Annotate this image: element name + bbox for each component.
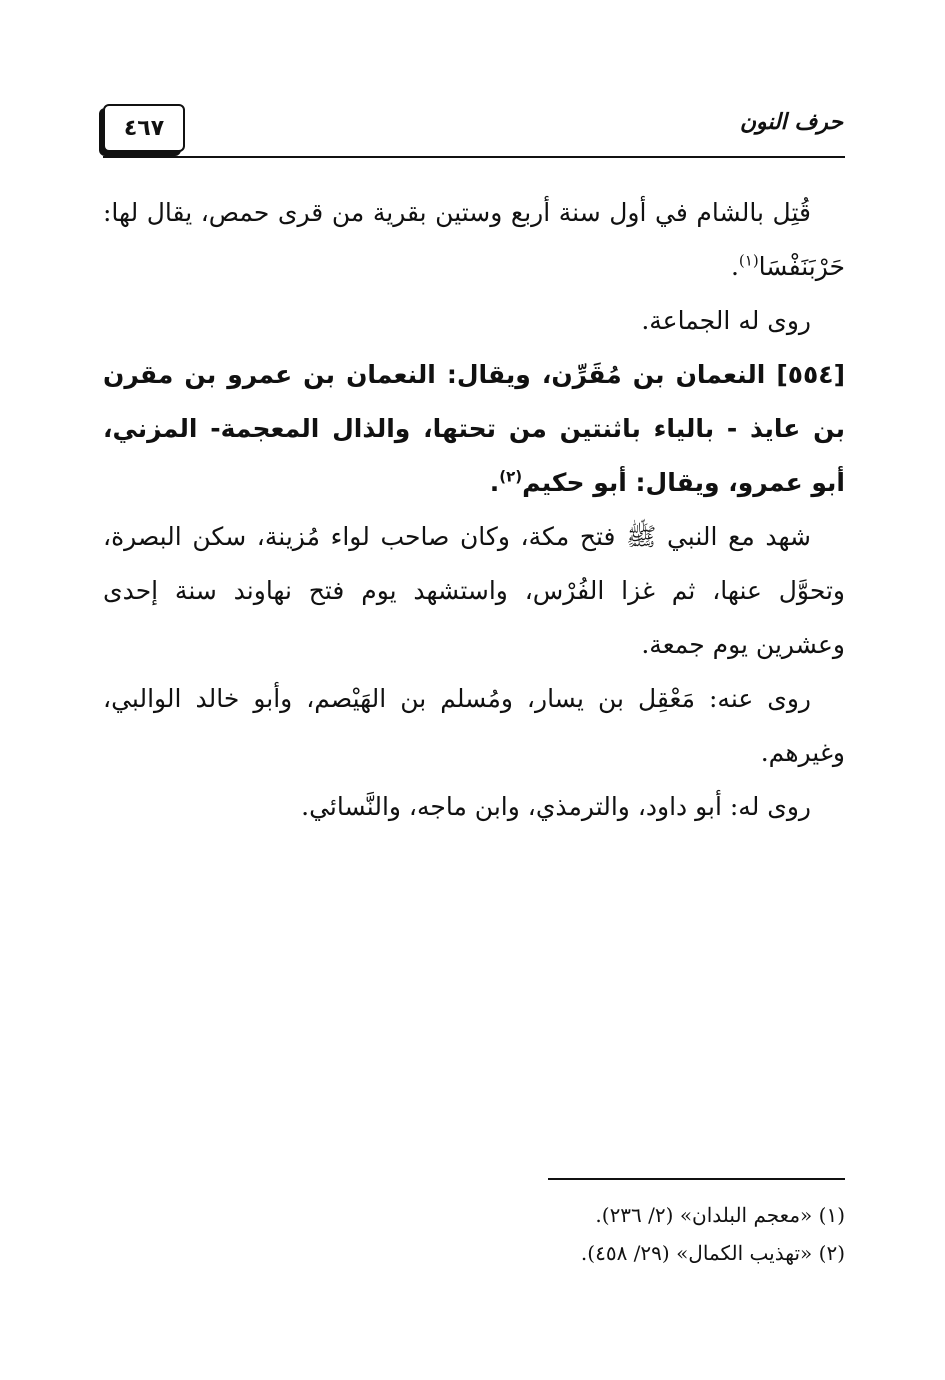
footnote-rule: [548, 1178, 845, 1180]
entry-heading-text: النعمان بن مُقَرِّن، ويقال: النعمان بن عمرو بن مقرن بن عايذ - بالياء باثنتين من تحتها، والذال المعجمة- المزني، أبو عمرو، ويقال: أبو حكيم: [103, 360, 845, 497]
paragraph-death-end: .: [730, 252, 739, 281]
paragraph-narrated-by: روى له الجماعة.: [641, 306, 811, 335]
footnote-ref-1: (١): [738, 251, 759, 270]
footnote-ref-2: (٢): [499, 467, 523, 486]
entry-number: [٥٥٤]: [776, 360, 845, 389]
entry-heading: [103, 348, 845, 510]
paragraph-narrators: روى عنه: مَعْقِل بن يسار، ومُسلم بن الهَيْصم، وأبو خالد الوالبي، وغيرهم.: [103, 684, 845, 767]
footnote-1: (١) «معجم البلدان» (٢/ ٢٣٦).: [595, 1203, 845, 1227]
entry-heading-end: .: [489, 468, 500, 497]
paragraph-death-text: قُتِل بالشام في أول سنة أربع وستين بقرية من قرى حمص، يقال لها: حَرْبَنَفْسَا: [103, 198, 845, 281]
paragraph-biography: شهد مع النبي ﷺ فتح مكة، وكان صاحب لواء مُزينة، سكن البصرة، وتحوَّل عنها، ثم غزا الفُرْس، واستشهد يوم فتح نهاوند سنة إحدى وعشرين يوم جمعة.: [103, 522, 845, 659]
header-rule: [103, 156, 845, 158]
footnotes: [581, 1196, 845, 1272]
paragraph-death: [103, 186, 845, 294]
paragraph-narrated-by-2: روى له: أبو داود، والترمذي، وابن ماجه، والنَّسائي.: [301, 792, 811, 821]
body-text: [103, 186, 845, 834]
footnote-2: (٢) «تهذيب الكمال» (٢٩/ ٤٥٨).: [580, 1241, 845, 1265]
page-number: ٤٦٧: [103, 104, 185, 152]
running-head: حرف النون: [739, 110, 843, 135]
